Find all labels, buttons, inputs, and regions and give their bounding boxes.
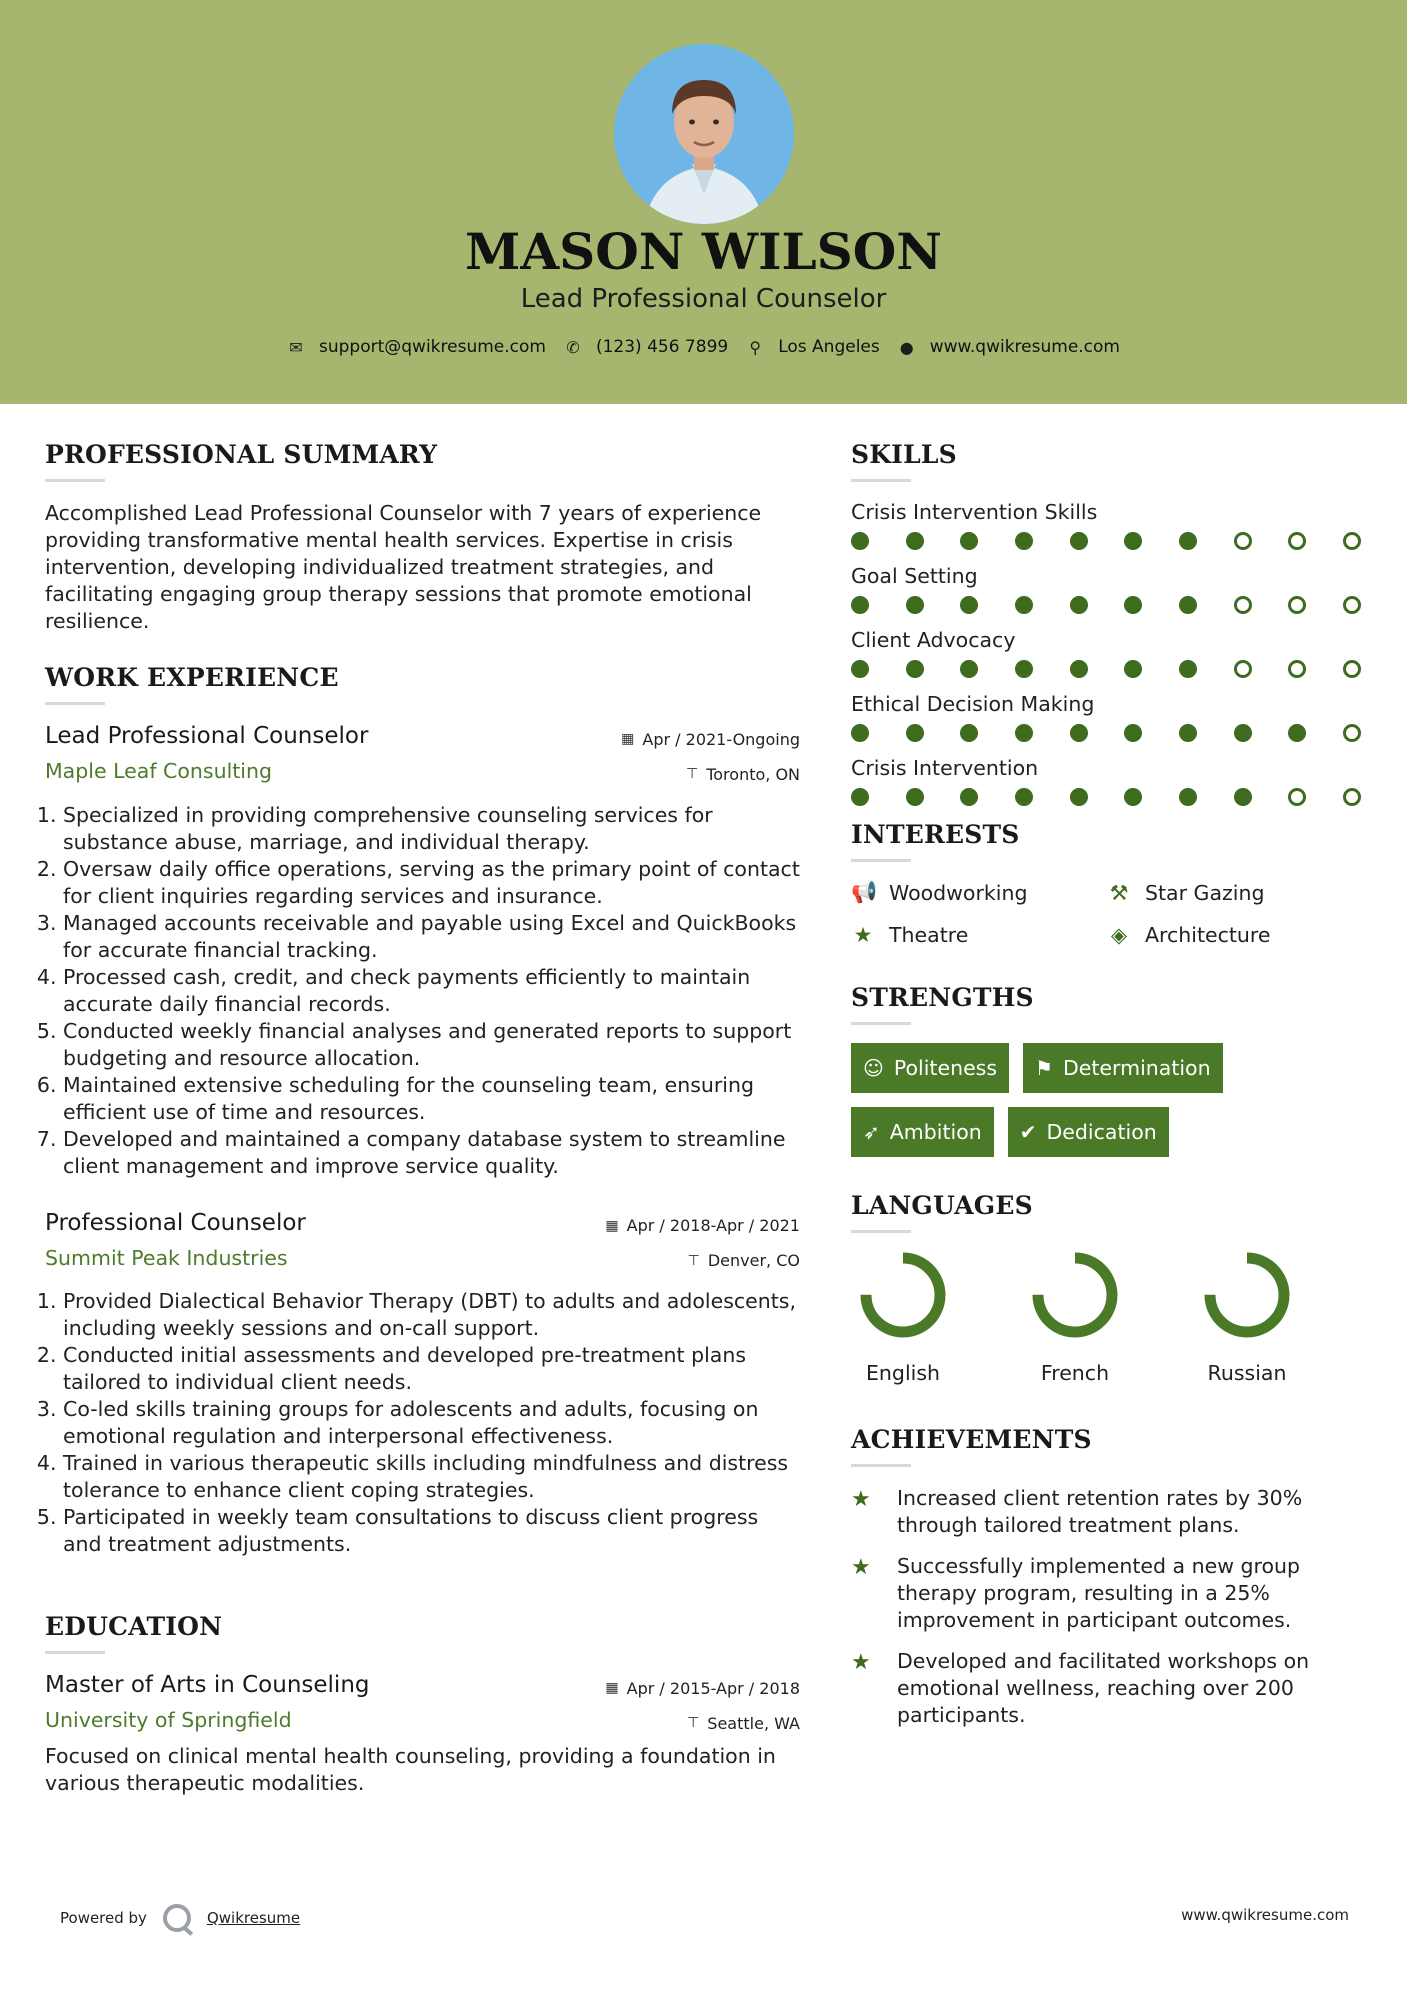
- skill-item: [851, 692, 1371, 742]
- rating-dot-filled: [1179, 660, 1197, 678]
- envelope-icon: ✉: [289, 337, 303, 357]
- skills-section: [851, 440, 1371, 806]
- skills-list: [851, 500, 1371, 806]
- footer-url[interactable]: www.qwikresume.com: [1181, 1906, 1349, 1924]
- achievements-section: [851, 1425, 1371, 1729]
- summary-section: [45, 440, 800, 635]
- rating-dot-filled: [851, 596, 869, 614]
- ticket-icon: ◈: [1110, 923, 1128, 947]
- skill-item: [851, 628, 1371, 678]
- gavel-icon: ⚒: [1109, 880, 1129, 905]
- powered-by: [60, 1904, 300, 1932]
- experience-heading: WORK EXPERIENCE: [45, 663, 339, 692]
- interest-item: [1107, 923, 1363, 947]
- rating-dot-filled: [906, 724, 924, 742]
- rating-dot-empty: [1234, 596, 1252, 614]
- strengths-heading: STRENGTHS: [851, 983, 1034, 1012]
- flag-icon: ⚑: [1035, 1056, 1053, 1080]
- profile-photo: [614, 44, 794, 224]
- list-item: 7. Developed and maintained a company database system to streamline client management and improve service quality.: [63, 1126, 800, 1180]
- rating-dot-filled: [851, 724, 869, 742]
- location-text: Los Angeles: [778, 337, 880, 357]
- experience-section: [45, 663, 800, 1558]
- skill-rating: [851, 532, 1361, 550]
- rating-dot-filled: [1179, 788, 1197, 806]
- strength-badge: [851, 1107, 994, 1157]
- calendar-icon: ▦: [605, 1680, 619, 1696]
- rating-dot-empty: [1343, 724, 1361, 742]
- star-trophy-icon: ★: [851, 1555, 871, 1580]
- interest-item: [851, 880, 1107, 905]
- languages-list: [851, 1251, 1371, 1385]
- skill-name: Goal Setting: [851, 564, 978, 588]
- achievement-item: [851, 1648, 1371, 1729]
- rating-dot-filled: [851, 788, 869, 806]
- rating-dot-empty: [1288, 532, 1306, 550]
- list-item: 3. Managed accounts receivable and payable using Excel and QuickBooks for accurate financial tracking.: [63, 910, 800, 964]
- education-location: [687, 1714, 800, 1733]
- rating-dot-filled: [1124, 532, 1142, 550]
- rating-dot-filled: [1070, 788, 1088, 806]
- summary-heading: PROFESSIONAL SUMMARY: [45, 440, 438, 469]
- rating-dot-filled: [1015, 660, 1033, 678]
- degree-title: Master of Arts in Counseling: [45, 1672, 370, 1698]
- rating-dot-filled: [1070, 724, 1088, 742]
- achievement-item: [851, 1553, 1371, 1634]
- education-date: [605, 1679, 800, 1698]
- list-item: 4. Trained in various therapeutic skills including mindfulness and distress tolerance to enhance client coping strategies.: [63, 1450, 800, 1504]
- job-role: Professional Counselor: [45, 1209, 306, 1236]
- list-item: 1. Provided Dialectical Behavior Therapy (DBT) to adults and adolescents, including weekly sessions and on-call support.: [63, 1288, 800, 1342]
- strength-badge: [851, 1043, 1009, 1093]
- language-name: Russian: [1207, 1361, 1287, 1385]
- rating-dot-empty: [1343, 788, 1361, 806]
- section-divider: [45, 1651, 105, 1654]
- website-text: www.qwikresume.com: [929, 337, 1120, 357]
- list-item: 2. Conducted initial assessments and developed pre-treatment plans tailored to individual client needs.: [63, 1342, 800, 1396]
- check-circle-icon: ✔: [1019, 1120, 1037, 1144]
- job-entry: [45, 1210, 800, 1559]
- star-icon: ★: [853, 923, 873, 947]
- language-name: English: [865, 1361, 941, 1385]
- rating-dot-filled: [1179, 724, 1197, 742]
- star-trophy-icon: ★: [851, 1487, 871, 1512]
- job-date: [621, 730, 800, 749]
- phone-text: (123) 456 7899: [595, 337, 729, 357]
- left-column: [45, 440, 800, 1797]
- section-divider: [851, 859, 911, 862]
- list-item: 4. Processed cash, credit, and check payments efficiently to maintain accurate daily financial records.: [63, 964, 800, 1018]
- skills-heading: SKILLS: [851, 440, 957, 469]
- rocket-icon: ➶: [863, 1120, 880, 1144]
- rating-dot-filled: [1234, 724, 1252, 742]
- rating-dot-filled: [1124, 788, 1142, 806]
- interest-item: [1107, 880, 1363, 905]
- rating-dot-filled: [1070, 596, 1088, 614]
- interests-section: [851, 820, 1371, 947]
- calendar-icon: ▦: [621, 731, 635, 747]
- job-location-text: Toronto, ON: [706, 764, 800, 784]
- rating-dot-filled: [960, 660, 978, 678]
- rating-dot-filled: [1124, 596, 1142, 614]
- strength-label: Ambition: [889, 1120, 982, 1144]
- skill-rating: [851, 724, 1361, 742]
- language-item: [1203, 1251, 1291, 1385]
- email-text: support@qwikresume.com: [319, 337, 546, 357]
- language-ring: [1203, 1251, 1291, 1339]
- job-location: [686, 765, 800, 784]
- list-item: 6. Maintained extensive scheduling for the counseling team, ensuring efficient use of time and resources.: [63, 1072, 800, 1126]
- strengths-section: [851, 983, 1371, 1157]
- skill-rating: [851, 660, 1361, 678]
- contact-phone[interactable]: [564, 337, 728, 357]
- education-location-text: Seattle, WA: [707, 1713, 800, 1733]
- rating-dot-filled: [960, 532, 978, 550]
- skill-name: Ethical Decision Making: [851, 692, 1095, 716]
- list-item: 3. Co-led skills training groups for adolescents and adults, focusing on emotional regulation and interpersonal effectiveness.: [63, 1396, 800, 1450]
- rating-dot-empty: [1234, 532, 1252, 550]
- right-column: [851, 440, 1371, 1743]
- skill-rating: [851, 596, 1361, 614]
- rating-dot-filled: [906, 788, 924, 806]
- powered-by-label: Powered by: [60, 1909, 147, 1927]
- rating-dot-filled: [1015, 596, 1033, 614]
- job-company: Maple Leaf Consulting: [45, 759, 273, 783]
- achievement-item: [851, 1485, 1371, 1539]
- pin-icon: ⊤: [686, 766, 699, 782]
- skill-item: [851, 500, 1371, 550]
- skill-name: Crisis Intervention: [851, 756, 1039, 780]
- contact-email[interactable]: [287, 337, 546, 357]
- brand-link[interactable]: Qwikresume: [206, 1909, 301, 1927]
- interest-label: Woodworking: [889, 880, 1028, 905]
- interests-list: [851, 880, 1371, 947]
- section-divider: [851, 1022, 911, 1025]
- rating-dot-filled: [1124, 660, 1142, 678]
- rating-dot-filled: [1015, 532, 1033, 550]
- section-divider: [851, 479, 911, 482]
- section-divider: [45, 702, 105, 705]
- rating-dot-filled: [851, 660, 869, 678]
- education-section: [45, 1612, 800, 1797]
- contact-bar: [0, 337, 1407, 357]
- rating-dot-filled: [1234, 788, 1252, 806]
- languages-section: [851, 1191, 1371, 1385]
- skill-name: Client Advocacy: [851, 628, 1016, 652]
- pin-icon: ⊤: [687, 1252, 700, 1269]
- rating-dot-filled: [1070, 532, 1088, 550]
- rating-dot-empty: [1288, 596, 1306, 614]
- rating-dot-filled: [960, 788, 978, 806]
- candidate-title: Lead Professional Counselor: [520, 284, 887, 314]
- rating-dot-empty: [1343, 532, 1361, 550]
- rating-dot-filled: [1070, 660, 1088, 678]
- section-divider: [851, 1230, 911, 1233]
- contact-location: [746, 337, 880, 357]
- job-duties: [45, 802, 800, 1180]
- school-name: University of Springfield: [45, 1708, 292, 1732]
- candidate-name: MASON WILSON: [465, 222, 942, 281]
- map-marker-icon: ⚲: [749, 337, 762, 357]
- language-ring: [1031, 1251, 1119, 1339]
- rating-dot-filled: [851, 532, 869, 550]
- rating-dot-filled: [906, 532, 924, 550]
- rating-dot-empty: [1343, 596, 1361, 614]
- rating-dot-filled: [1179, 596, 1197, 614]
- list-item: 5. Conducted weekly financial analyses and generated reports to support budgeting and resource allocation.: [63, 1018, 800, 1072]
- list-item: 2. Oversaw daily office operations, serving as the primary point of contact for client inquiries regarding services and insurance.: [63, 856, 800, 910]
- skill-item: [851, 564, 1371, 614]
- job-date: [605, 1216, 800, 1235]
- language-ring: [859, 1251, 947, 1339]
- summary-text: Accomplished Lead Professional Counselor with 7 years of experience providing transformative mental health services. Expertise in crisis intervention, developing individualized treatment strategies, and facilitating engaging group therapy sessions that promote emotional resilience.: [45, 501, 762, 633]
- skill-rating: [851, 788, 1361, 806]
- language-item: [1031, 1251, 1119, 1385]
- pin-icon: ⊤: [687, 1715, 700, 1731]
- job-entry: [45, 723, 800, 1180]
- phone-icon: ✆: [566, 337, 580, 357]
- interest-item: [851, 923, 1107, 947]
- strength-badge: [1008, 1107, 1169, 1157]
- interest-label: Architecture: [1145, 923, 1271, 947]
- language-item: [859, 1251, 947, 1385]
- rating-dot-empty: [1234, 660, 1252, 678]
- header-banner: [0, 0, 1407, 404]
- list-item: 1. Specialized in providing comprehensive counseling services for substance abuse, marriage, and individual therapy.: [63, 802, 800, 856]
- job-date-text: Apr / 2018-Apr / 2021: [626, 1216, 800, 1235]
- interests-heading: INTERESTS: [851, 820, 1020, 849]
- globe-icon: ●: [899, 337, 914, 357]
- strength-badge: [1023, 1043, 1223, 1093]
- education-description: Focused on clinical mental health counseling, providing a foundation in various therapeutic modalities.: [45, 1743, 776, 1795]
- rating-dot-filled: [1179, 532, 1197, 550]
- strength-label: Politeness: [893, 1056, 998, 1080]
- rating-dot-empty: [1288, 788, 1306, 806]
- smile-icon: ☺: [863, 1056, 884, 1080]
- job-role: Lead Professional Counselor: [45, 723, 369, 749]
- rating-dot-filled: [1288, 724, 1306, 742]
- footer: [0, 1898, 1407, 1928]
- strength-label: Dedication: [1046, 1120, 1157, 1144]
- interest-label: Theatre: [889, 923, 969, 947]
- bullhorn-icon: 📢: [851, 880, 878, 904]
- job-location-text: Denver, CO: [707, 1251, 800, 1270]
- rating-dot-empty: [1343, 660, 1361, 678]
- achievement-text: Developed and facilitated workshops on emotional wellness, reaching over 200 participants.: [897, 1649, 1310, 1727]
- rating-dot-filled: [906, 660, 924, 678]
- star-trophy-icon: ★: [851, 1650, 871, 1675]
- rating-dot-filled: [960, 724, 978, 742]
- job-date-text: Apr / 2021-Ongoing: [642, 729, 800, 749]
- section-divider: [45, 479, 105, 482]
- job-location: [688, 1251, 800, 1270]
- interest-label: Star Gazing: [1145, 880, 1265, 905]
- strengths-list: [851, 1043, 1371, 1157]
- contact-website[interactable]: [898, 337, 1120, 357]
- strength-label: Determination: [1062, 1056, 1211, 1080]
- education-heading: EDUCATION: [45, 1612, 223, 1641]
- education-date-text: Apr / 2015-Apr / 2018: [626, 1678, 800, 1698]
- avatar: [614, 44, 794, 224]
- section-divider: [851, 1464, 911, 1467]
- qwikresume-logo-icon: [163, 1904, 191, 1932]
- achievement-text: Successfully implemented a new group therapy program, resulting in a 25% improvement in participant outcomes.: [897, 1554, 1301, 1632]
- rating-dot-filled: [1015, 724, 1033, 742]
- job-duties: [45, 1288, 800, 1558]
- achievement-text: Increased client retention rates by 30% through tailored treatment plans.: [897, 1486, 1303, 1537]
- languages-heading: LANGUAGES: [851, 1191, 1033, 1220]
- rating-dot-filled: [1015, 788, 1033, 806]
- rating-dot-filled: [960, 596, 978, 614]
- list-item: 5. Participated in weekly team consultations to discuss client progress and treatment adjustments.: [63, 1504, 800, 1558]
- achievements-heading: ACHIEVEMENTS: [851, 1425, 1092, 1454]
- rating-dot-filled: [1124, 724, 1142, 742]
- skill-name: Crisis Intervention Skills: [851, 500, 1098, 524]
- skill-item: [851, 756, 1371, 806]
- job-company: Summit Peak Industries: [45, 1245, 288, 1270]
- rating-dot-empty: [1288, 660, 1306, 678]
- language-name: French: [1040, 1361, 1110, 1385]
- rating-dot-filled: [906, 596, 924, 614]
- calendar-icon: ▦: [605, 1217, 619, 1234]
